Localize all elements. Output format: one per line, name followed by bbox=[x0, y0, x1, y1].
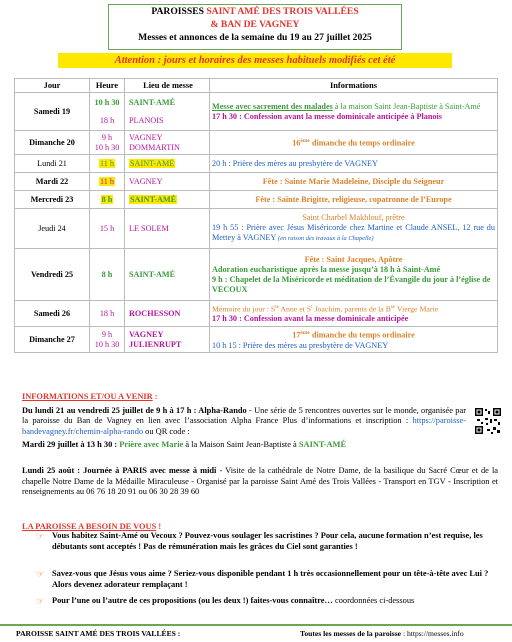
day-cell: Samedi 26 bbox=[15, 301, 90, 327]
table-row bbox=[15, 131, 498, 155]
informations-section: INFORMATIONS ET/OU A VENIR : Du lundi 21 au vendredi 25 juillet de 9 h à 17 h : Alpha-Rando - Une série de 5 rencontres ouvertes sur le monde, organisée par la paroisse du Ban de Vagney en lien avec l’association Alpha France Plus d’informations et inscription : https://paroisse-bandevagney.fr/chemin-alpha-rando ou QR code : Mardi 29 juillet à 13 h 30 : Prière avec Marie à la Maison Saint Jean-Baptiste à SAINT-AMÉ bbox=[22, 392, 466, 450]
info-cell: 16ème dimanche du temps ordinaire bbox=[210, 131, 498, 155]
column-header-jour: Jour bbox=[15, 79, 90, 93]
day-cell: Dimanche 27 bbox=[15, 327, 90, 353]
footer-bar bbox=[0, 624, 512, 642]
hour-cell: 11 h bbox=[90, 155, 125, 173]
hour-cell: 9 h 10 h 30 bbox=[90, 131, 125, 155]
column-header-lieu: Lieu de messe bbox=[125, 79, 210, 93]
place-cell: VAGNEY bbox=[125, 173, 210, 191]
alpha-rando-link[interactable]: https://paroisse-bandevagney.fr/chemin-alpha-rando bbox=[22, 416, 466, 436]
table-row bbox=[15, 173, 498, 191]
place-cell: SAINT-AMÉ bbox=[125, 191, 210, 209]
qr-code-image bbox=[474, 407, 502, 435]
place-cell: SAINT-AMÉ bbox=[125, 155, 210, 173]
place-cell: SAINT-AMÉ PLANOIS bbox=[125, 93, 210, 131]
header-line-3: Messes et annonces de la semaine du 19 au 27 juillet 2025 bbox=[138, 32, 372, 43]
info-cell: Fête : Saint Jacques, Apôtre Adoration eucharistique après la messe jusqu’à 18 h à Saint-Amé 9 h : Chapelet de la Miséricorde et méditation de l’Évangile du jour à l’église de VECOUX bbox=[210, 249, 498, 301]
info-priere-marie: Mardi 29 juillet à 13 h 30 : Prière avec Marie à la Maison Saint Jean-Baptiste à SAINT-AMÉ bbox=[22, 440, 347, 450]
bulletin-header bbox=[108, 4, 402, 50]
day-cell: Vendredi 25 bbox=[15, 249, 90, 301]
table-row bbox=[15, 155, 498, 173]
pointing-hand-icon: ☞ bbox=[36, 531, 45, 541]
hour-cell: 15 h bbox=[90, 209, 125, 249]
info-paris-trip: Lundi 25 août : Journée à PARIS avec messe à midi - Visite de la cathédrale de Notre Dame, de la basilique du Sacré Cœur et de la chapelle Notre Dame de la Médaille Miraculeuse - Organisé par la paroisse Saint Amé des Trois Vallées - Transport en TGV - Inscription et renseignements au 06 76 18 20 91 ou 06 30 28 39 60 bbox=[22, 466, 498, 497]
info-cell: Messe avec sacrement des malades à la maison Saint Jean-Baptiste à Saint-Amé 17 h 30 : Confession avant la messe dominicale anticipée à Planois bbox=[210, 93, 498, 131]
day-cell: Mardi 22 bbox=[15, 173, 90, 191]
info-cell: Fête : Sainte Marie Madeleine, Disciple du Seigneur bbox=[210, 173, 498, 191]
info-cell: 17ème dimanche du temps ordinaire 10 h 15 : Prière des mères au presbytère de VAGNEY bbox=[210, 327, 498, 353]
mass-schedule-table bbox=[14, 78, 498, 353]
attention-banner: Attention : jours et horaires des messes habituels modifiés cet été bbox=[58, 53, 452, 68]
day-cell: Jeudi 24 bbox=[15, 209, 90, 249]
pointing-hand-icon: ☞ bbox=[36, 569, 45, 579]
info-cell: Saint Charbel Makhlouf, prêtre 19 h 55 : Prière avec Jésus Miséricorde chez Martine et Claude ANSEL, 12 rue du Mettey à VAGNEY (en raison des travaux à la Chapelle) bbox=[210, 209, 498, 249]
besoin-section-title: LA PAROISSE A BESOIN DE VOUS ! bbox=[22, 522, 162, 531]
footer-parish-label: PAROISSE SAINT AMÉ DES TROIS VALLÉES : bbox=[16, 629, 181, 638]
hour-cell: 18 h bbox=[90, 301, 125, 327]
table-row bbox=[15, 249, 498, 301]
hour-cell: 11 h bbox=[90, 173, 125, 191]
info-cell: Mémoire du jour : $S^{te}$ Anne et $S^t$ Joachim, parents de la $B^{se}$ Vierge Marie 17 h 30 : Confession avant la messe dominicale anticipée bbox=[210, 301, 498, 327]
hour-cell: 8 h bbox=[90, 249, 125, 301]
hour-cell: 9 h 10 h 30 bbox=[90, 327, 125, 353]
info-cell: Fête : Sainte Brigitte, religieuse, copatronne de l’Europe bbox=[210, 191, 498, 209]
column-header-informations: Informations bbox=[210, 79, 498, 93]
table-row bbox=[15, 93, 498, 131]
info-alpha-rando: Du lundi 21 au vendredi 25 juillet de 9 h à 17 h : Alpha-Rando - Une série de 5 rencontres ouvertes sur le monde, organisée par la paroisse du Ban de Vagney en lien avec l’association Alpha France Plus d’informations et inscription : https://paroisse-bandevagney.fr/chemin-alpha-rando ou QR code : bbox=[22, 405, 466, 436]
footer-messes-info: Toutes les messes de la paroisse : https://messes.info bbox=[300, 629, 464, 638]
table-row bbox=[15, 301, 498, 327]
table-row bbox=[15, 327, 498, 353]
place-cell: VAGNEY JULIENRUPT bbox=[125, 327, 210, 353]
place-cell: SAINT-AMÉ bbox=[125, 249, 210, 301]
header-line-1: PAROISSES SAINT AMÉ DES TROIS VALLÉES bbox=[151, 6, 359, 17]
table-row bbox=[15, 209, 498, 249]
besoin-item-sacristines: Vous habitez Saint-Amé ou Vecoux ? Pouvez-vous soulager les sacristines ? Pour cela, aucune formation n’est requise, les débutants sont acceptés ! Pas de rémunération mais les grâces du Ciel sont garanties ! bbox=[52, 531, 483, 551]
info-cell: 20 h : Prière des mères au presbytère de VAGNEY bbox=[210, 155, 498, 173]
place-cell: LE SOLEM bbox=[125, 209, 210, 249]
besoin-item-adorateur: Savez-vous que Jésus vous aime ? Seriez-vous disponible pendant 1 h très occasionnellement pour un tête-à-tête avec Lui ? Alors devenez adorateur remplaçant ! bbox=[52, 569, 489, 589]
table-row bbox=[15, 191, 498, 209]
place-cell: VAGNEY DOMMARTIN bbox=[125, 131, 210, 155]
hour-cell: 8 h bbox=[90, 191, 125, 209]
day-cell: Lundi 21 bbox=[15, 155, 90, 173]
pointing-hand-icon: ☞ bbox=[36, 596, 45, 606]
place-cell: ROCHESSON bbox=[125, 301, 210, 327]
header-line-2: & BAN DE VAGNEY bbox=[210, 19, 300, 30]
day-cell: Samedi 19 bbox=[15, 93, 90, 131]
hour-cell: 10 h 30 18 h bbox=[90, 93, 125, 131]
informations-title: INFORMATIONS ET/OU A VENIR bbox=[22, 392, 153, 401]
besoin-item-contact: Pour l’une ou l’autre de ces propositions (ou les deux !) faites-vous connaître… coordonnées ci-dessous bbox=[52, 596, 415, 605]
column-header-heure: Heure bbox=[90, 79, 125, 93]
day-cell: Mercredi 23 bbox=[15, 191, 90, 209]
day-cell: Dimanche 20 bbox=[15, 131, 90, 155]
table-header-row bbox=[15, 79, 498, 93]
